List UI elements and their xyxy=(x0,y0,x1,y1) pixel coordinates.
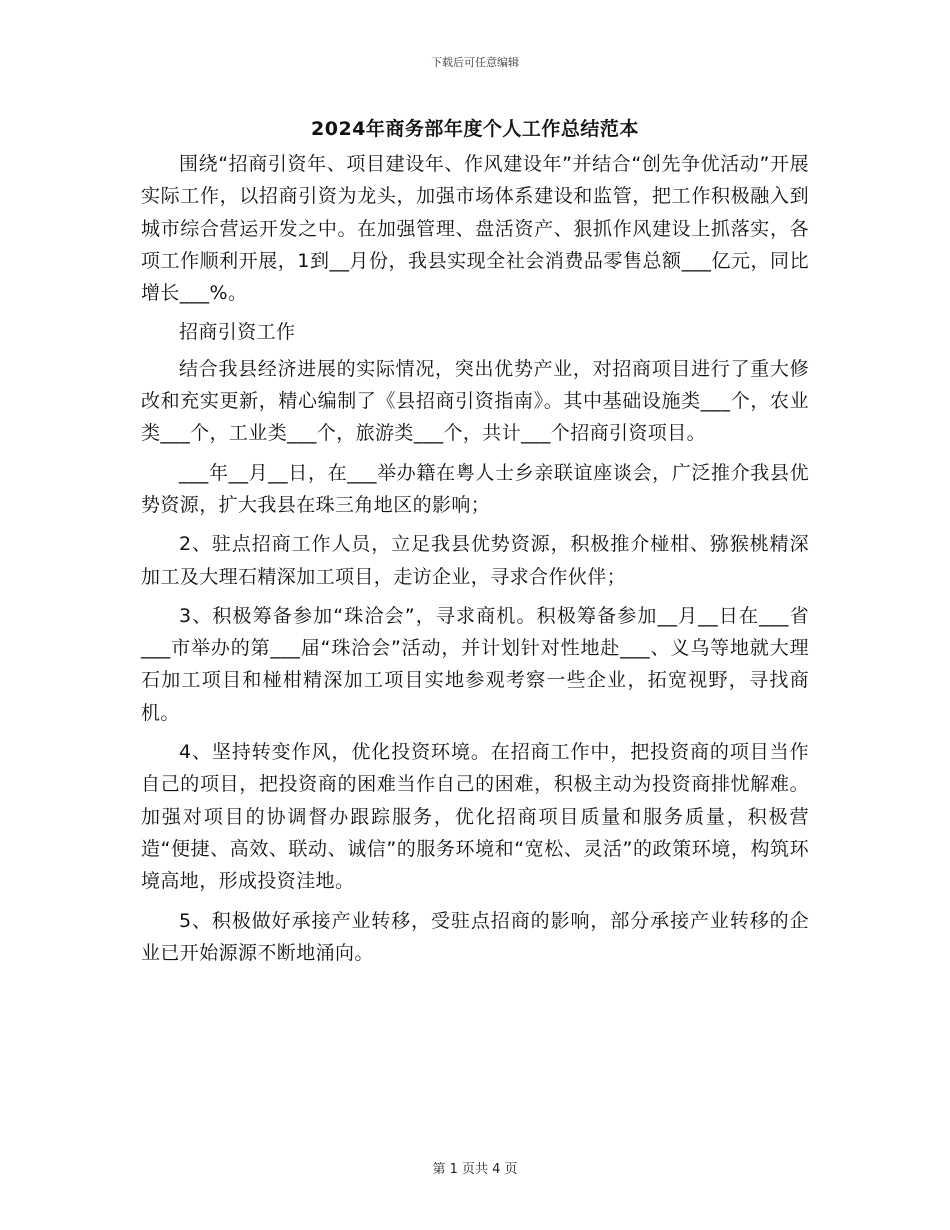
paragraph-item-3: 3、积极筹备参加“珠洽会”，寻求商机。积极筹备参加__月__日在___省___市举办的第___届“珠洽会”活动，并计划针对性地赴___、义乌等地就大理石加工项目和椪柑精深加工项目实地参观考察一些企业，拓宽视野，寻找商机。 xyxy=(141,604,809,724)
paragraph-guide: 结合我县经济进展的实际情况，突出优势产业，对招商项目进行了重大修改和充实更新，精心编制了《县招商引资指南》。其中基础设施类___个，农业类___个，工业类___个，旅游类___个，共计___个招商引资项目。 xyxy=(141,357,809,445)
paragraph-item-1: ___年__月__日，在___举办籍在粤人士乡亲联谊座谈会，广泛推介我县优势资源，扩大我县在珠三角地区的影响； xyxy=(141,461,809,516)
page-number: 第 1 页共 4 页 xyxy=(432,1162,518,1177)
page-header-note: 下载后可任意编辑 xyxy=(431,56,519,69)
document-title: 2024年商务部年度个人工作总结范本 xyxy=(311,118,639,140)
paragraph-item-5: 5、积极做好承接产业转移，受驻点招商的影响，部分承接产业转移的企业已开始源源不断地涌向。 xyxy=(141,909,809,964)
section-heading: 招商引资工作 xyxy=(179,321,296,344)
document-body xyxy=(141,148,809,976)
paragraph-item-4: 4、坚持转变作风，优化投资环境。在招商工作中，把投资商的项目当作自己的项目，把投资商的困难当作自己的困难，积极主动为投资商排忧解难。加强对项目的协调督办跟踪服务，优化招商项目质量和服务质量，积极营造“便捷、高效、联动、诚信”的服务环境和“宽松、灵活”的政策环境，构筑环境高地，形成投资洼地。 xyxy=(141,741,809,893)
paragraph-intro: 围绕“招商引资年、项目建设年、作风建设年”并结合“创先争优活动”开展实际工作，以招商引资为龙头，加强市场体系建设和监管，把工作积极融入到城市综合营运开发之中。在加强管理、盘活资产、狠抓作风建设上抓落实，各项工作顺利开展，1到__月份，我县实现全社会消费品零售总额___亿元，同比增长___%。 xyxy=(141,153,809,305)
paragraph-item-2: 2、驻点招商工作人员，立足我县优势资源，积极推介椪柑、猕猴桃精深加工及大理石精深加工项目，走访企业，寻求合作伙伴； xyxy=(141,533,809,588)
